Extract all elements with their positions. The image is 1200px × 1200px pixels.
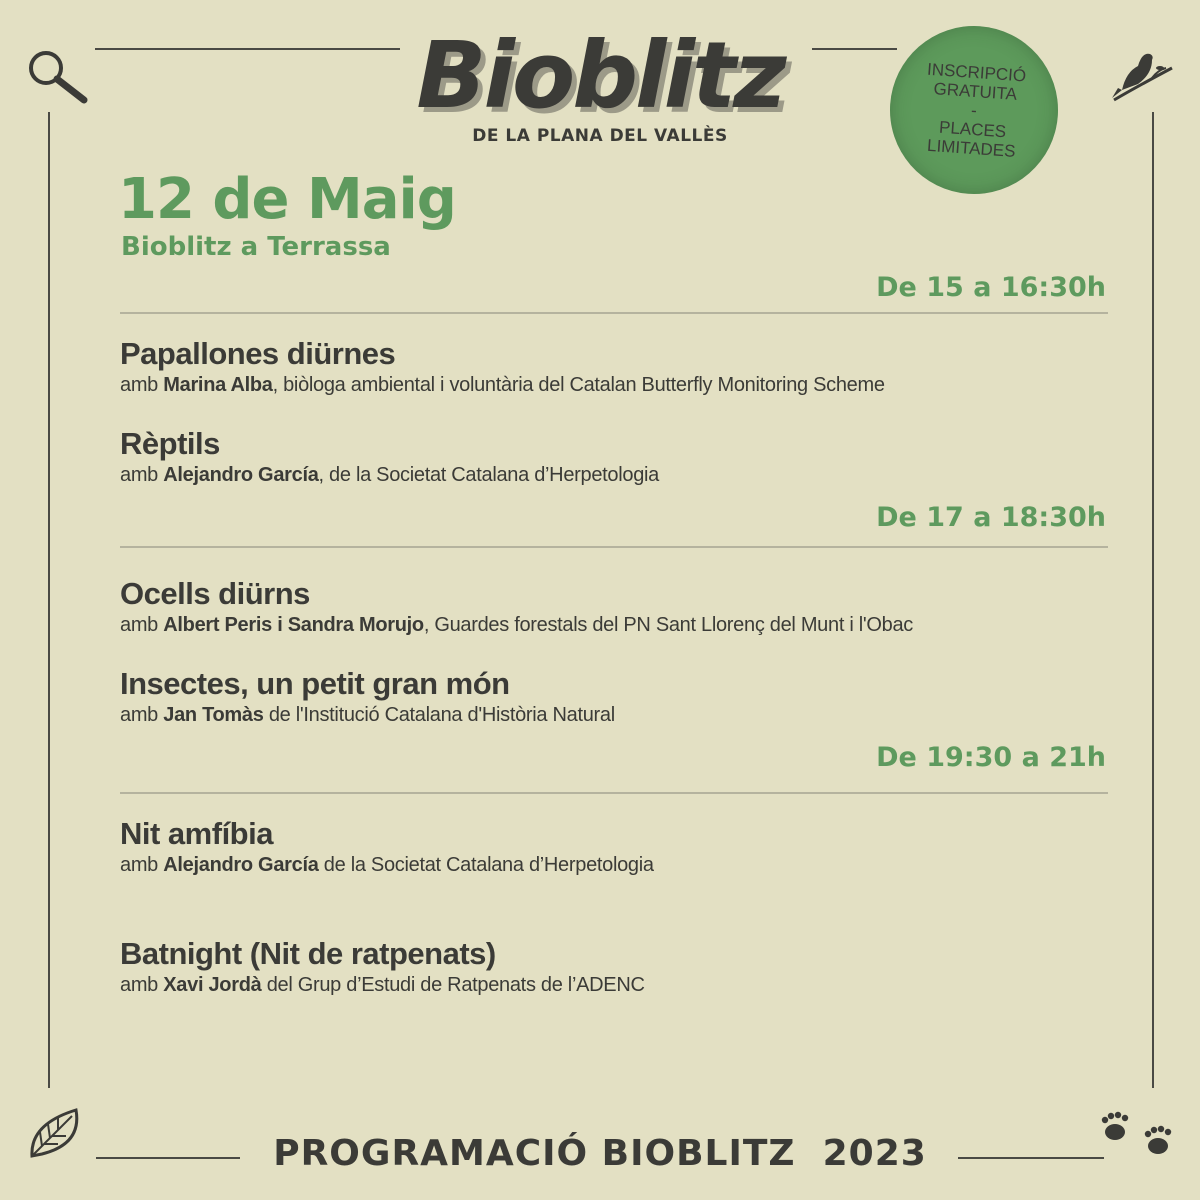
logo-title: Bioblitz: [416, 22, 784, 129]
activity-title: Batnight (Nit de ratpenats): [120, 936, 496, 971]
activity-item: [120, 936, 645, 998]
time-slot-1: De 15 a 16:30h: [876, 272, 1106, 303]
frame-top-left: [95, 48, 400, 50]
activity-guide: Alejandro García: [163, 854, 319, 876]
activity-guide: Xavi Jordà: [163, 974, 262, 996]
badge-line-3: -: [970, 100, 978, 120]
activity-description: amb Albert Peris i Sandra Morujo, Guardes forestals del PN Sant Llorenç del Munt i l'Obac: [120, 614, 914, 636]
activity-description: amb Marina Alba, biòloga ambiental i voluntària del Catalan Butterfly Monitoring Scheme: [120, 374, 885, 396]
activity-title: Nit amfíbia: [120, 816, 273, 851]
activity-item: [120, 816, 654, 878]
frame-left: [48, 112, 50, 1088]
activity-guide: Albert Peris i Sandra Morujo: [163, 614, 424, 636]
activity-description: amb Alejandro García, de la Societat Catalana d’Herpetologia: [120, 464, 659, 486]
divider: [120, 312, 1108, 314]
registration-badge: [884, 20, 1063, 199]
logo: [410, 22, 790, 146]
magnifier-icon: [26, 48, 90, 106]
activity-guide: Alejandro García: [163, 464, 319, 486]
time-slot-2: De 17 a 18:30h: [876, 502, 1106, 533]
bird-icon: [1108, 42, 1178, 108]
badge-line-5: LIMITADES: [926, 135, 1017, 161]
divider: [120, 546, 1108, 548]
divider: [120, 792, 1108, 794]
frame-top-right: [812, 48, 897, 50]
activity-guide: Marina Alba: [163, 374, 273, 396]
activity-item: [120, 666, 615, 728]
logo-subtitle: DE LA PLANA DEL VALLÈS: [472, 126, 728, 146]
badge-line-1: INSCRIPCIÓ: [926, 59, 1027, 86]
event-subtitle: Bioblitz a Terrassa: [121, 232, 391, 262]
event-date: 12 de Maig: [118, 167, 456, 232]
footer-title: PROGRAMACIÓ BIOBLITZ 2023: [273, 1133, 927, 1174]
activity-title: Rèptils: [120, 426, 220, 461]
activity-title: Insectes, un petit gran món: [120, 666, 510, 701]
badge-line-2: GRATUITA: [933, 78, 1018, 104]
badge-line-4: PLACES: [938, 117, 1007, 141]
activity-item: [120, 336, 885, 398]
activity-description: amb Alejandro García de la Societat Catalana d’Herpetologia: [120, 854, 654, 876]
activity-title: Ocells diürns: [120, 576, 310, 611]
activity-description: amb Xavi Jordà del Grup d’Estudi de Ratpenats de l’ADENC: [120, 974, 645, 996]
activity-item: [120, 426, 659, 488]
frame-right: [1152, 112, 1154, 1088]
time-slot-3: De 19:30 a 21h: [876, 742, 1106, 773]
activity-description: amb Jan Tomàs de l'Institució Catalana d'Història Natural: [120, 704, 615, 726]
activity-item: [120, 576, 913, 638]
activity-guide: Jan Tomàs: [163, 704, 264, 726]
activity-title: Papallones diürnes: [120, 336, 396, 371]
